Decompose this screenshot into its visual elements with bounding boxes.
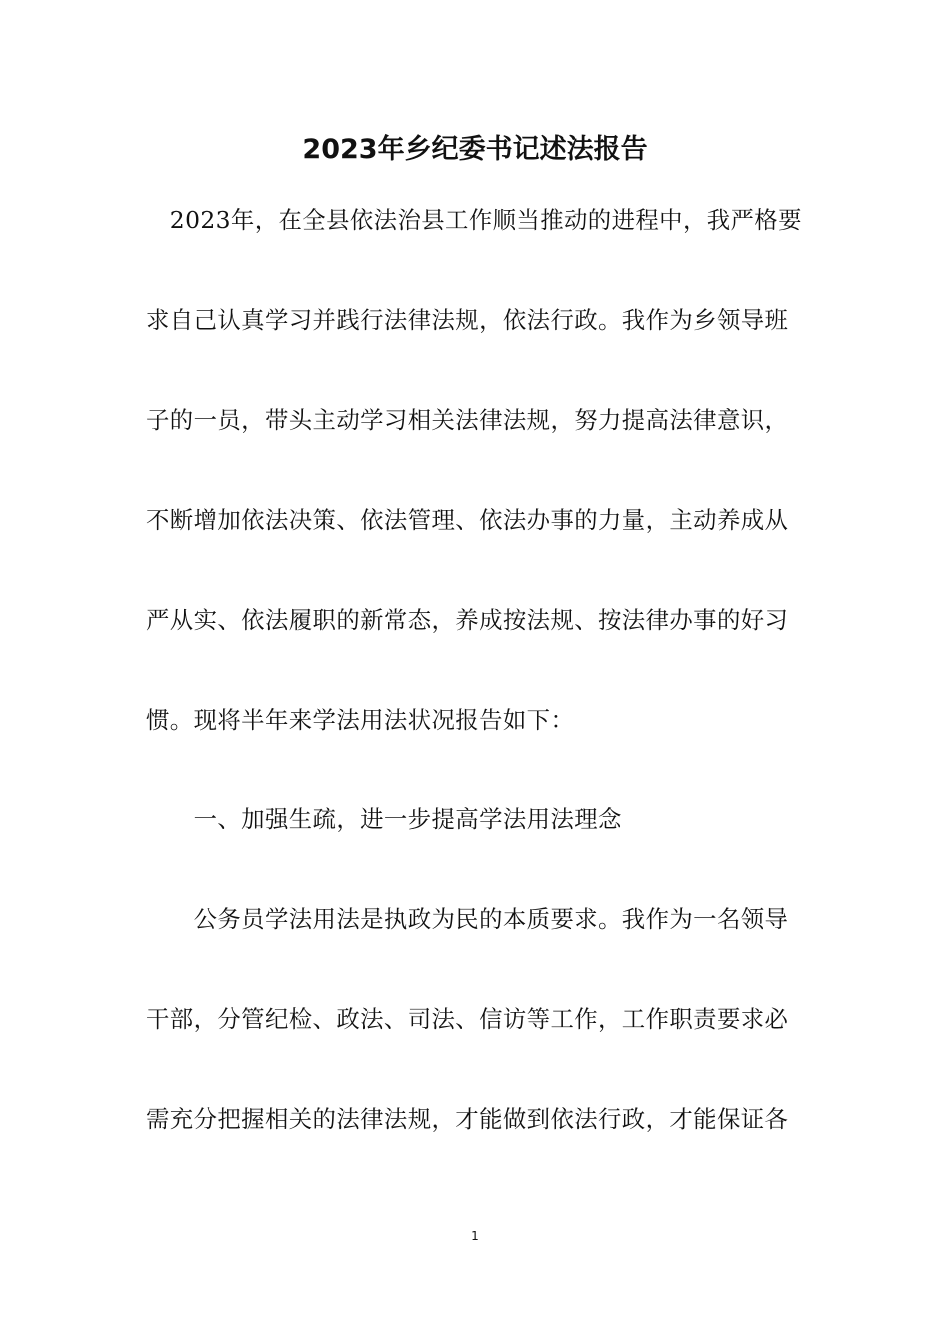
page-number: 1 [471, 1229, 479, 1243]
body-line-8: 干部，分管纪检、政法、司法、信访等工作，工作职责要求必 [146, 1005, 789, 1033]
body-line-4: 不断增加依法决策、依法管理、依法办事的力量，主动养成从 [146, 506, 789, 534]
body-line-3: 子的一员，带头主动学习相关法律法规，努力提高法律意识， [146, 406, 789, 434]
body-line-9: 需充分把握相关的法律法规，才能做到依法行政，才能保证各 [146, 1105, 789, 1133]
body-line-5: 严从实、依法履职的新常态，养成按法规、按法律办事的好习 [146, 606, 789, 634]
document-title: 2023年乡纪委书记述法报告 [302, 134, 648, 165]
body-line-6: 惯。现将半年来学法用法状况报告如下： [146, 706, 575, 734]
body-line-2: 求自己认真学习并践行法律法规，依法行政。我作为乡领导班 [146, 306, 789, 334]
body-line-7: 公务员学法用法是执政为民的本质要求。我作为一名领导 [146, 905, 789, 933]
section-heading-1: 一、加强生疏，进一步提高学法用法理念 [146, 805, 622, 833]
body-line-1: 2023年，在全县依法治县工作顺当推动的进程中，我严格要 [146, 206, 802, 234]
